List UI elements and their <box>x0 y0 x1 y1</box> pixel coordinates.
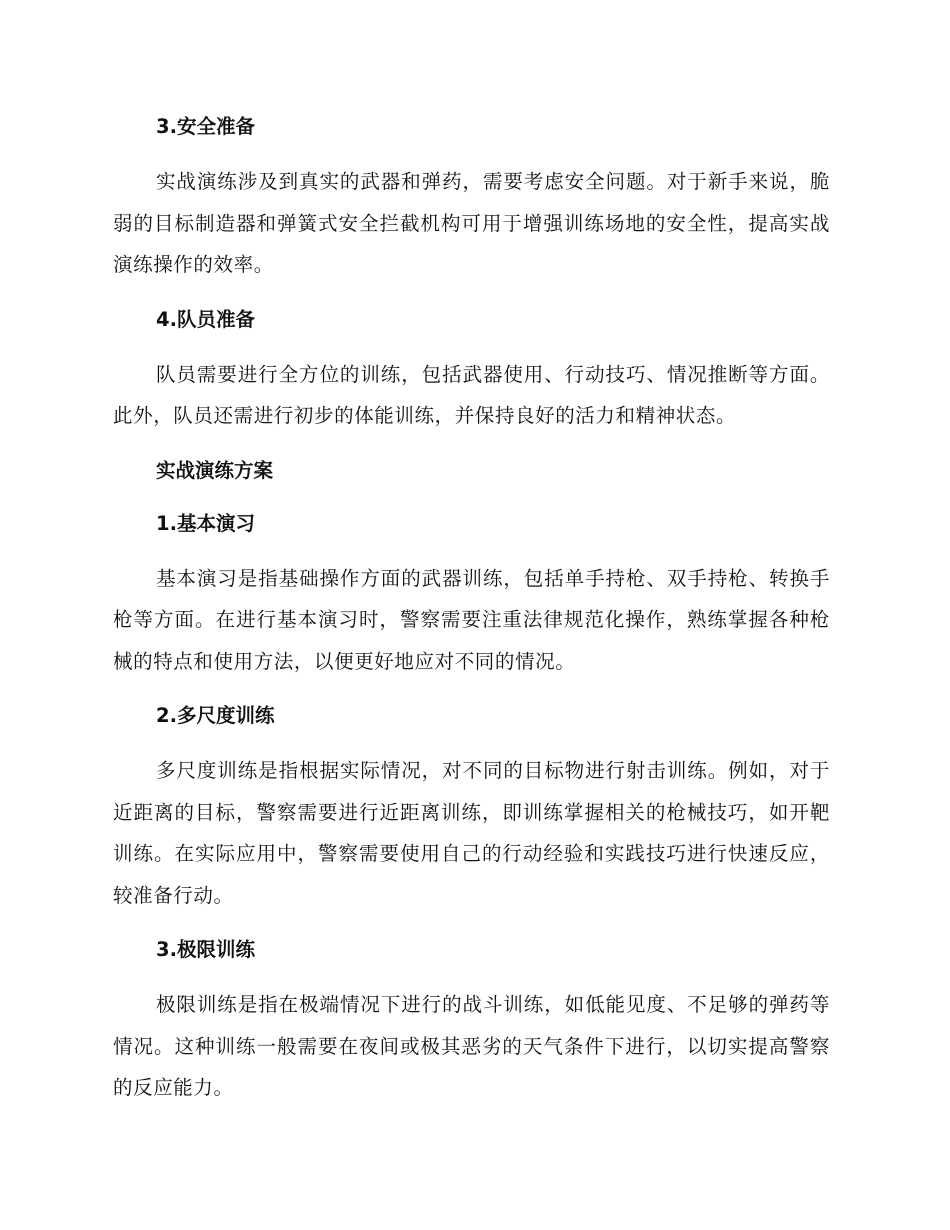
section-paragraph-multiscale: 多尺度训练是指根据实际情况，对不同的目标物进行射击训练。例如，对于近距离的目标，警察需要进行近距离训练，即训练掌握相关的枪械技巧，如开靶训练。在实际应用中，警察需要使用自己的行动经验和实践技巧进行快速反应，较准备行动。 <box>113 759 830 907</box>
section-heading-plan: 实战演练方案 <box>156 458 274 482</box>
section-heading-team: 4.队员准备 <box>156 307 255 331</box>
section-paragraph-basic-drill: 基本演习是指基础操作方面的武器训练，包括单手持枪、双手持枪、转换手枪等方面。在进行基本演习时，警察需要注重法律规范化操作，熟练掌握各种枪械的特点和使用方法，以便更好地应对不同的情况。 <box>113 566 830 673</box>
section-paragraph-team: 队员需要进行全方位的训练，包括武器使用、行动技巧、情况推断等方面。此外，队员还需进行初步的体能训练，并保持良好的活力和精神状态。 <box>113 362 830 427</box>
section-paragraph-safety: 实战演练涉及到真实的武器和弹药，需要考虑安全问题。对于新手来说，脆弱的目标制造器和弹簧式安全拦截机构可用于增强训练场地的安全性，提高实战演练操作的效率。 <box>113 170 830 276</box>
section-heading-basic-drill: 1.基本演习 <box>156 511 255 535</box>
section-heading-multiscale: 2.多尺度训练 <box>156 704 275 727</box>
section-paragraph-extreme: 极限训练是指在极端情况下进行的战斗训练，如低能见度、不足够的弹药等情况。这种训练一般需要在夜间或极其恶劣的天气条件下进行，以切实提高警察的反应能力。 <box>113 993 830 1099</box>
section-heading-extreme: 3.极限训练 <box>156 938 255 961</box>
document-body <box>113 107 830 1109</box>
section-heading-safety: 3.安全准备 <box>156 115 255 138</box>
